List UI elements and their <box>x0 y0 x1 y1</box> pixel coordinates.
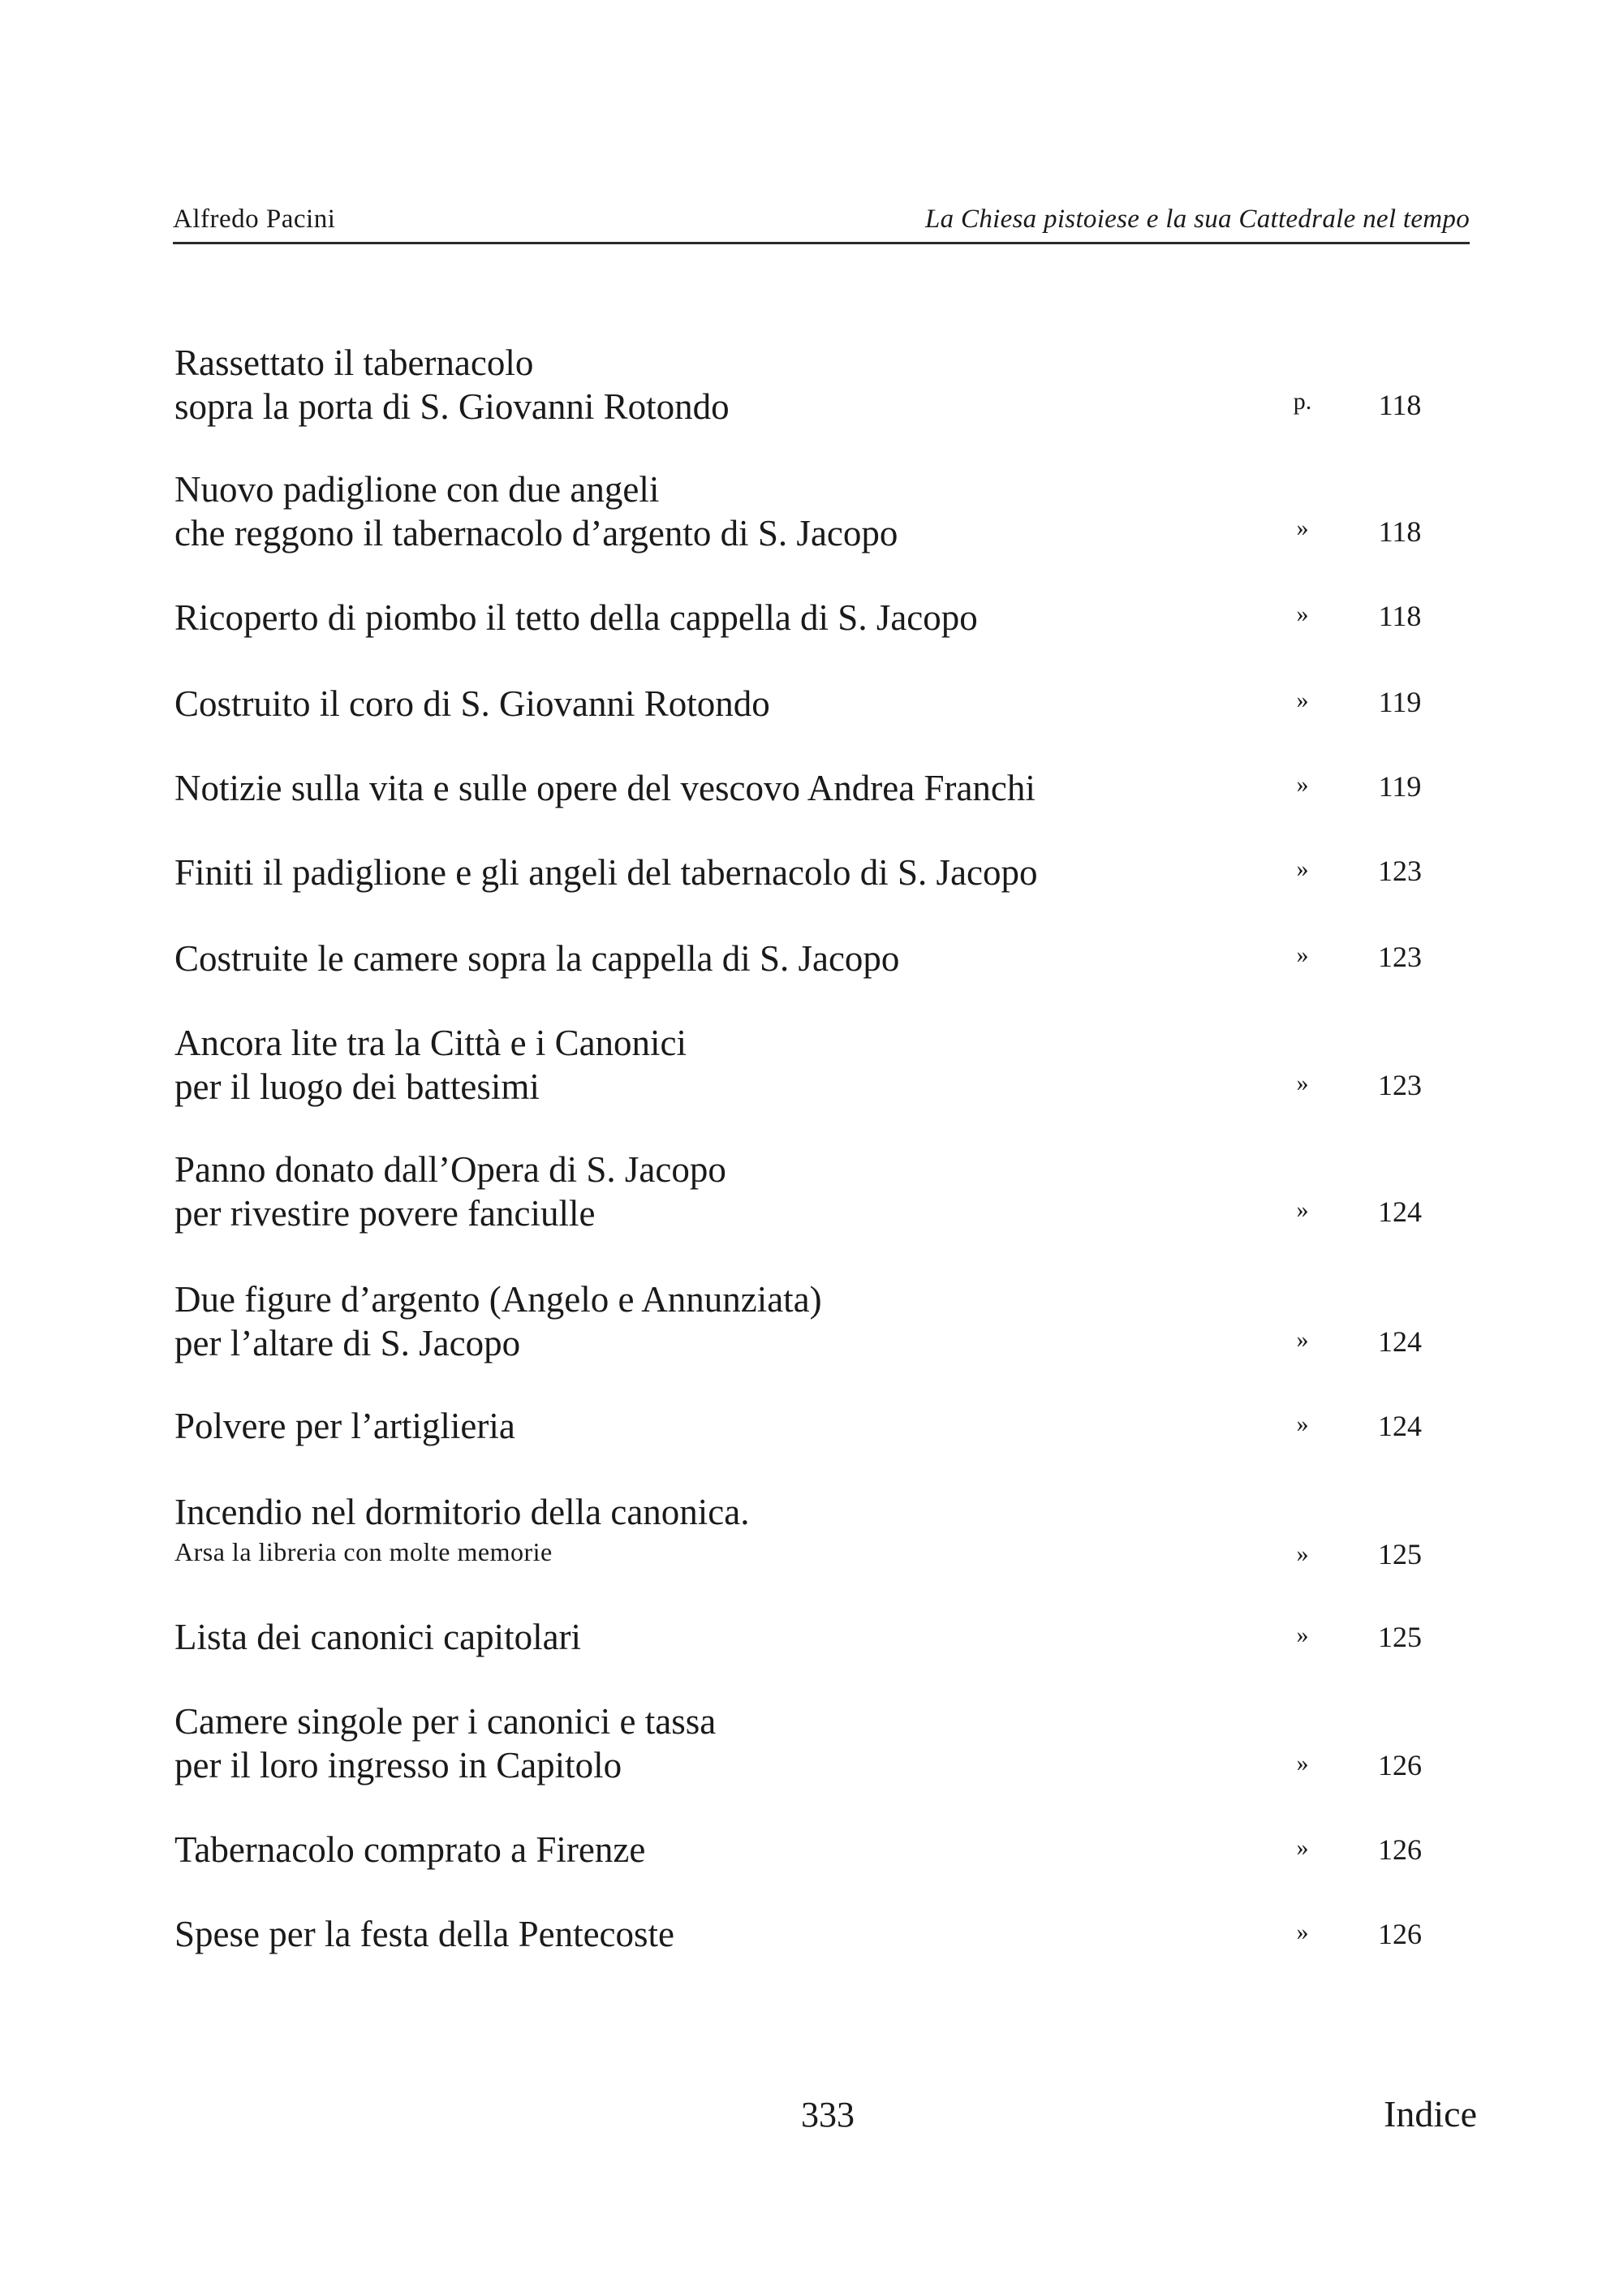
entry-marker: » <box>1296 1070 1309 1096</box>
entry-page: 125 <box>1378 1621 1422 1653</box>
running-header <box>173 201 1470 244</box>
index-entry <box>174 1021 1473 1109</box>
entry-text: Lista dei canonici capitolari <box>174 1617 582 1657</box>
entry-marker: p. <box>1293 388 1312 415</box>
entry-page: 123 <box>1378 941 1422 973</box>
entry-page: 124 <box>1378 1195 1422 1228</box>
index-entry <box>174 1490 1473 1570</box>
index-entry <box>174 1615 1473 1659</box>
index-entry <box>174 1699 1473 1787</box>
entry-text: per l’altare di S. Jacopo <box>174 1323 521 1363</box>
index-entry <box>174 1277 1473 1365</box>
entry-marker: » <box>1296 1622 1309 1648</box>
entry-marker: » <box>1296 941 1309 968</box>
entry-marker: » <box>1296 855 1309 882</box>
entry-text: Camere singole per i canonici e tassa <box>174 1701 717 1742</box>
header-author: Alfredo Pacini <box>173 205 336 234</box>
entry-text: che reggono il tabernacolo d’argento di S. Jacopo <box>174 513 898 554</box>
entry-text: sopra la porta di S. Giovanni Rotondo <box>174 386 730 427</box>
index-entry <box>174 341 1473 429</box>
entry-page: 118 <box>1378 515 1422 548</box>
entry-text: Spese per la festa della Pentecoste <box>174 1914 675 1954</box>
entry-page: 124 <box>1378 1325 1422 1358</box>
entry-page: 118 <box>1378 389 1422 421</box>
entry-text: Nuovo padiglione con due angeli <box>174 469 660 510</box>
entry-text: Incendio nel dormitorio della canonica. <box>174 1492 750 1532</box>
entry-page: 126 <box>1378 1749 1422 1781</box>
entry-marker: » <box>1296 601 1309 627</box>
entry-text: Panno donato dall’Opera di S. Jacopo <box>174 1149 726 1190</box>
page-number: 333 <box>801 2095 855 2134</box>
entry-marker: » <box>1296 1326 1309 1353</box>
entry-page: 119 <box>1378 770 1422 803</box>
entry-text: Ancora lite tra la Città e i Canonici <box>174 1023 687 1063</box>
index-entry <box>174 1404 1473 1448</box>
index-entry <box>174 851 1473 894</box>
entry-page: 126 <box>1378 1918 1422 1950</box>
entry-page: 124 <box>1378 1410 1422 1442</box>
entry-text: per rivestire povere fanciulle <box>174 1193 596 1234</box>
index-entry <box>174 937 1473 980</box>
entry-page: 123 <box>1378 855 1422 887</box>
entry-marker: » <box>1296 1196 1309 1223</box>
entry-text: Arsa la libreria con molte memorie <box>174 1537 553 1566</box>
entry-text: Finiti il padiglione e gli angeli del tabernacolo di S. Jacopo <box>174 852 1038 893</box>
index-entry <box>174 596 1473 640</box>
entry-page: 126 <box>1378 1833 1422 1866</box>
entry-text: Tabernacolo comprato a Firenze <box>174 1829 646 1870</box>
index-entry <box>174 682 1473 726</box>
entry-marker: » <box>1296 515 1309 541</box>
entry-marker: » <box>1296 687 1309 713</box>
entry-text: per il loro ingresso in Capitolo <box>174 1745 622 1786</box>
entry-marker: » <box>1296 1919 1309 1945</box>
index-entry <box>174 1148 1473 1235</box>
entry-marker: » <box>1296 1540 1309 1567</box>
entry-marker: » <box>1296 1834 1309 1861</box>
index-entry <box>174 1912 1473 1956</box>
entry-text: Rassettato il tabernacolo <box>174 342 534 383</box>
entry-text: Notizie sulla vita e sulle opere del vescovo Andrea Franchi <box>174 768 1036 808</box>
entry-text: Costruite le camere sopra la cappella di S. Jacopo <box>174 938 900 979</box>
entry-page: 119 <box>1378 686 1422 718</box>
entry-text: Ricoperto di piombo il tetto della cappella di S. Jacopo <box>174 597 978 638</box>
index-entry <box>174 1828 1473 1872</box>
entry-text: Costruito il coro di S. Giovanni Rotondo <box>174 683 770 724</box>
entry-marker: » <box>1296 1750 1309 1777</box>
entry-text: per il luogo dei battesimi <box>174 1066 540 1107</box>
entry-marker: » <box>1296 771 1309 798</box>
header-book-title: La Chiesa pistoiese e la sua Cattedrale nel tempo <box>925 205 1470 234</box>
entry-marker: » <box>1296 1411 1309 1437</box>
entry-page: 125 <box>1378 1538 1422 1570</box>
section-label: Indice <box>1384 2093 1477 2134</box>
entry-text: Polvere per l’artiglieria <box>174 1406 515 1446</box>
index-entry <box>174 467 1473 555</box>
entry-page: 123 <box>1378 1069 1422 1101</box>
entry-page: 118 <box>1378 600 1422 632</box>
index-entry <box>174 766 1473 810</box>
entry-text: Due figure d’argento (Angelo e Annunziata) <box>174 1279 822 1320</box>
